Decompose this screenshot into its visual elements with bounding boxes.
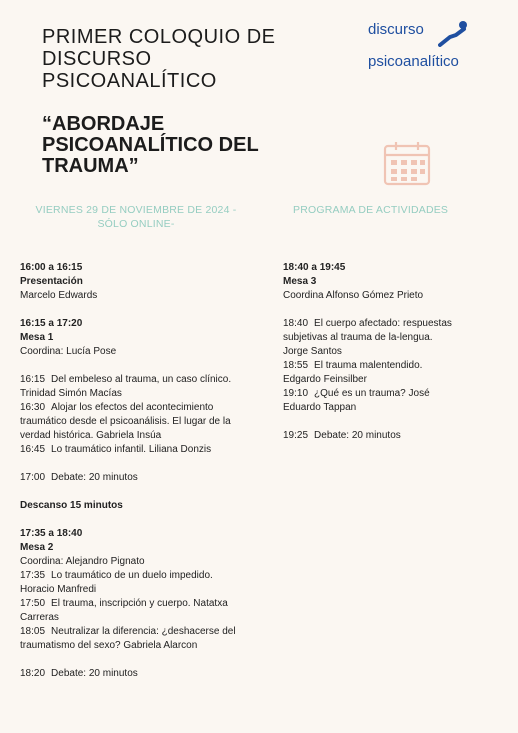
talk-item (283, 387, 463, 401)
talk-title-cont: traumático desde el psicoanálisis. El lugar de la (20, 416, 231, 427)
logo (368, 19, 480, 73)
logo-figure-icon (438, 19, 472, 47)
debate-label: Debate: 20 minutos (314, 430, 401, 441)
talk-title: El cuerpo afectado: respuestas (314, 318, 452, 329)
event-title (42, 26, 275, 92)
debate-item (20, 471, 260, 485)
debate-time: 19:25 (283, 430, 309, 441)
logo-text-discurso: discurso (368, 21, 424, 38)
debate-time: 17:00 (20, 472, 46, 483)
event-title-line: DISCURSO (42, 48, 152, 70)
session-time: 17:35 a 18:40 (20, 528, 83, 539)
session-title: Mesa 3 (283, 276, 317, 287)
event-subtitle-line: “ABORDAJE (42, 113, 165, 135)
talk-title: Alojar los efectos del acontecimiento (51, 402, 214, 413)
talk-item (20, 373, 260, 387)
session-time: 16:15 a 17:20 (20, 318, 83, 329)
talk-speaker: Eduardo Tappan (283, 402, 357, 413)
talk-time: 16:45 (20, 444, 46, 455)
mesa-3-debate (283, 429, 463, 443)
talk-item (20, 597, 260, 611)
debate-time: 18:20 (20, 668, 46, 679)
talk-time: 16:30 (20, 402, 46, 413)
talk-item (283, 359, 463, 373)
talk-title-cont: traumatismo del sexo? Gabriela Alarcon (20, 640, 198, 651)
talk-title: Neutralizar la diferencia: ¿deshacerse del (51, 626, 236, 637)
event-title-line: PRIMER COLOQUIO DE (42, 26, 276, 48)
session-presentacion (20, 261, 260, 303)
talk-item (20, 443, 260, 457)
talk-time: 17:35 (20, 570, 46, 581)
talk-title: Del embeleso al trauma, un caso clínico. (51, 374, 232, 385)
session-coordinator: Coordina: Alejandro Pignato (20, 556, 145, 567)
session-title: Mesa 2 (20, 542, 54, 553)
schedule-right-column (283, 261, 463, 457)
mesa-1-debate (20, 471, 260, 485)
talk-item (20, 569, 260, 583)
break-label: Descanso 15 minutos (20, 500, 123, 511)
session-coordinator: Coordina: Lucía Pose (20, 346, 117, 357)
session-mesa-2 (20, 527, 260, 653)
talk-time: 18:05 (20, 626, 46, 637)
talk-title: Lo traumático de un duelo impedido. (51, 570, 213, 581)
talk-item (283, 317, 463, 331)
debate-item (283, 429, 463, 443)
talk-title: El trauma malentendido. (314, 360, 423, 371)
mesa-3-talks (283, 317, 463, 415)
talk-title: Lo traumático infantil. Liliana Donzis (51, 444, 212, 455)
session-mesa-3 (283, 261, 463, 303)
event-subtitle-line: TRAUMA” (42, 155, 139, 177)
event-date-line: VIERNES 29 DE NOVIEMBRE DE 2024 - (35, 204, 237, 216)
talk-time: 18:55 (283, 360, 309, 371)
session-coordinator: Coordina Alfonso Gómez Prieto (283, 290, 424, 301)
session-title: Mesa 1 (20, 332, 54, 343)
talk-time: 16:15 (20, 374, 46, 385)
event-title-line: PSICOANALÍTICO (42, 70, 217, 92)
talk-time: 18:40 (283, 318, 309, 329)
session-title: Presentación (20, 276, 83, 287)
talk-title: ¿Qué es un trauma? José (314, 388, 430, 399)
program-heading: PROGRAMA DE ACTIVIDADES (293, 204, 449, 216)
event-date (26, 203, 246, 231)
mesa-1-talks (20, 373, 260, 457)
session-time: 16:00 a 16:15 (20, 262, 83, 273)
session-mesa-1 (20, 317, 260, 359)
debate-label: Debate: 20 minutos (51, 668, 138, 679)
schedule-left-column (20, 261, 260, 695)
debate-item (20, 667, 260, 681)
talk-speaker: Jorge Santos (283, 346, 342, 357)
talk-title: El trauma, inscripción y cuerpo. Natatxa (51, 598, 228, 609)
debate-label: Debate: 20 minutos (51, 472, 138, 483)
session-speaker: Marcelo Edwards (20, 290, 98, 301)
talk-speaker: Carreras (20, 612, 59, 623)
talk-speaker: Edgardo Feinsilber (283, 374, 367, 385)
mesa-2-debate (20, 667, 260, 681)
talk-item (20, 401, 260, 415)
talk-time: 17:50 (20, 598, 46, 609)
event-subtitle (42, 114, 259, 177)
calendar-icon (382, 140, 432, 188)
talk-speaker: Horacio Manfredi (20, 584, 97, 595)
talk-title-cont: verdad histórica. Gabriela Insúa (20, 430, 162, 441)
talk-item (20, 625, 260, 639)
talk-time: 19:10 (283, 388, 309, 399)
talk-speaker: Trinidad Simón Macías (20, 388, 122, 399)
event-subtitle-line: PSICOANALÍTICO DEL (42, 134, 259, 156)
logo-text-psicoanalitico: psicoanalítico (368, 53, 459, 70)
break (20, 499, 260, 513)
talk-title-cont: subjetivas al trauma de la-lengua. (283, 332, 433, 343)
session-time: 18:40 a 19:45 (283, 262, 346, 273)
event-modality: SÓLO ONLINE- (97, 218, 175, 230)
